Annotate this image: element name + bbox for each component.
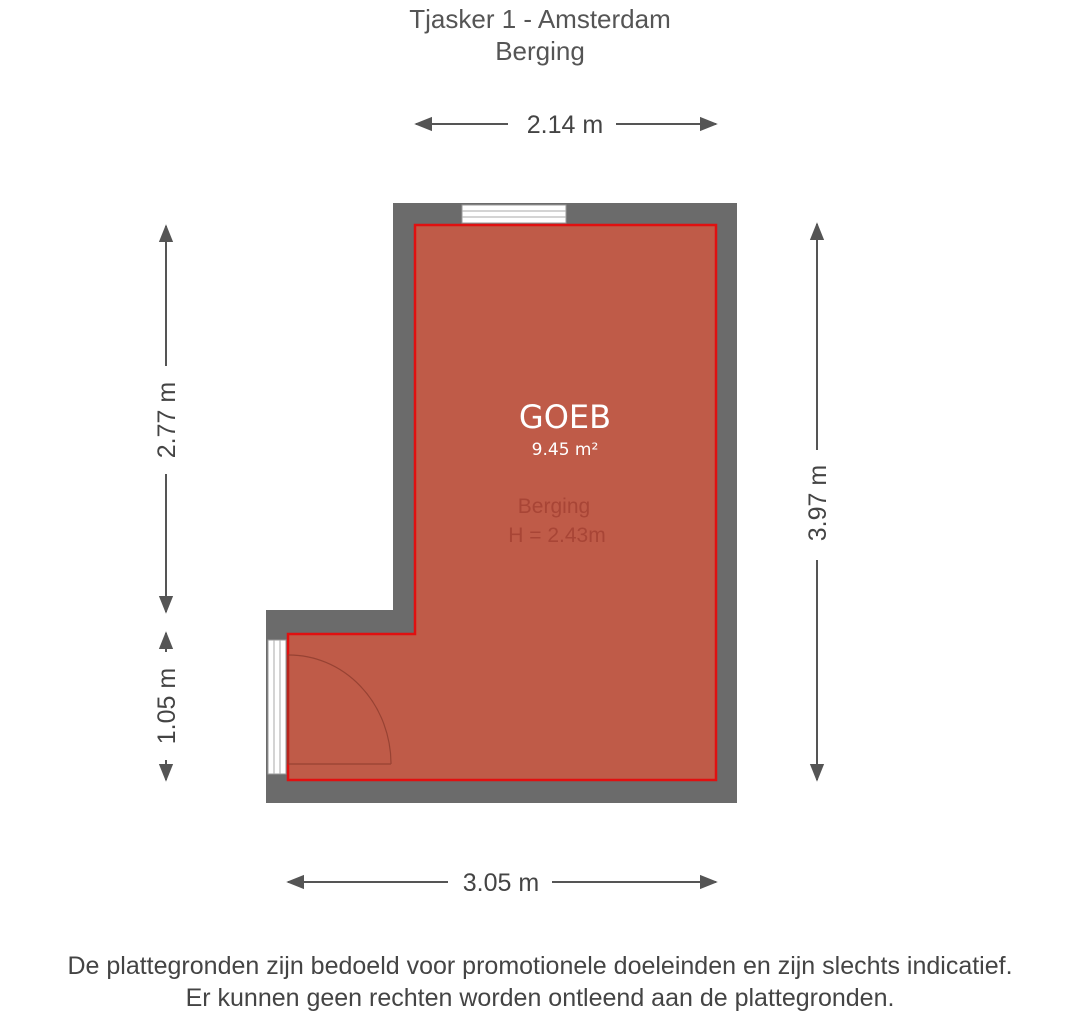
room-name: GOEB xyxy=(518,398,612,436)
disclaimer-line-1: De plattegronden zijn bedoeld voor promotionele doeleinden en zijn slechts indicatief. xyxy=(67,952,1013,980)
plan-subtitle: Berging xyxy=(495,36,585,66)
disclaimer-line-2: Er kunnen geen rechten worden ontleend aan de plattegronden. xyxy=(185,984,895,1012)
dimension-left-upper-label: 2.77 m xyxy=(153,381,181,459)
door-opening xyxy=(268,640,286,774)
dimension-left-upper xyxy=(153,226,181,612)
room-floor[interactable] xyxy=(288,225,716,780)
dimension-right xyxy=(804,224,832,780)
dimension-bottom-label: 3.05 m xyxy=(462,869,540,897)
room-height: H = 2.43m xyxy=(508,524,606,547)
dimension-left-lower xyxy=(153,633,181,780)
dimension-top xyxy=(416,111,716,139)
dimension-right-label: 3.97 m xyxy=(804,464,832,542)
room-area: 9.45 m² xyxy=(531,440,599,460)
dimension-top-label: 2.14 m xyxy=(526,111,604,139)
room-label: Berging xyxy=(517,495,591,518)
plan-title: Tjasker 1 - Amsterdam xyxy=(409,4,671,34)
dimension-left-lower-label: 1.05 m xyxy=(153,667,181,745)
dimension-bottom xyxy=(288,869,716,897)
window-top xyxy=(462,205,566,223)
